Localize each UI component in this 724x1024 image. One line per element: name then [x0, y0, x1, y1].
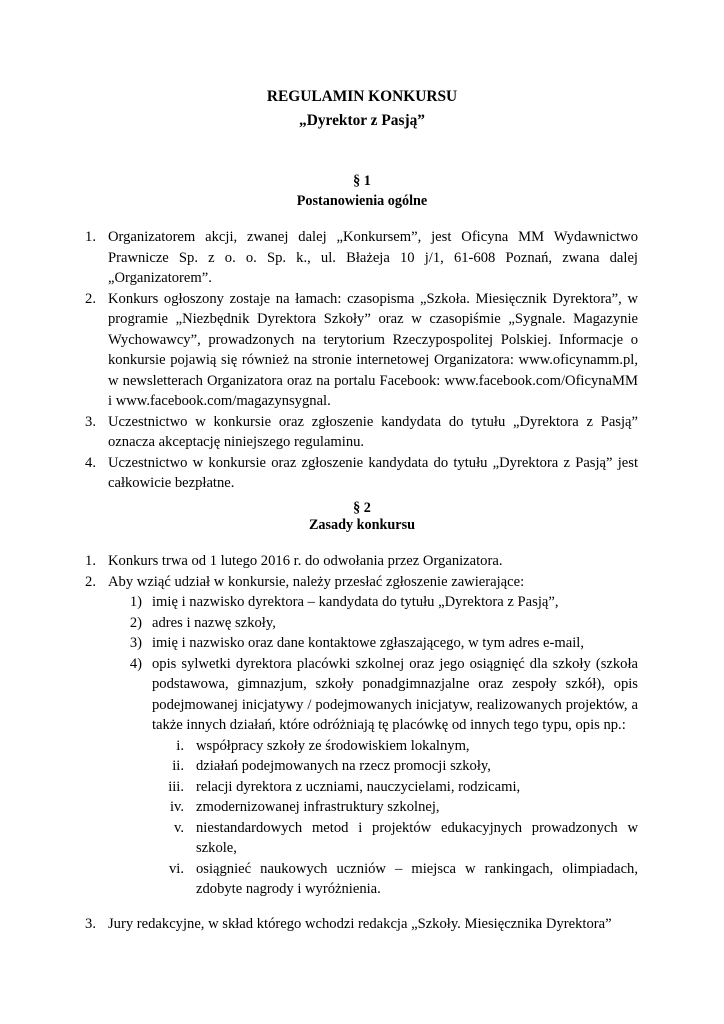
- section1-item-1-number: 1.: [85, 229, 96, 245]
- section2-item-1-text: [108, 551, 638, 572]
- section1-item-3-line: oznacza akceptację niniejszego regulaminu.: [108, 434, 365, 450]
- section1-item-1-line: „Organizatorem”.: [108, 270, 212, 286]
- document-title: REGULAMIN KONKURSU: [266, 88, 458, 105]
- section1-heading: Postanowienia ogólne: [296, 193, 428, 209]
- section2-roman-6-line: zdobyte nagrody i wyróżnienia.: [196, 881, 381, 897]
- section2-roman-4-number: iv.: [169, 799, 184, 815]
- section1-item-4-line: Uczestnictwo w konkursie oraz zgłoszenie kandydata do tytułu „Dyrektora z Pasją” jest: [108, 454, 638, 471]
- section2-item-2-line: Aby wziąć udział w konkursie, należy przesłać zgłoszenie zawierające:: [108, 573, 525, 590]
- section2-roman-1-line: współpracy szkoły ze środowiskiem lokalnym,: [196, 737, 470, 754]
- section2-subitem-2-number: 2): [129, 614, 142, 631]
- section2-heading: Zasady konkursu: [308, 517, 416, 533]
- section2-item-1-number: 1.: [85, 553, 96, 569]
- section2-item-3-line: Jury redakcyjne, w skład którego wchodzi redakcja „Szkoły. Miesięcznika Dyrektora”: [108, 915, 612, 932]
- section1-item-3-number: 3.: [85, 413, 96, 430]
- section2-roman-6-line: osiągnieć naukowych uczniów – miejsca w rankingach, olimpiadach,: [196, 860, 638, 877]
- section2-subitem-1-line: imię i nazwisko dyrektora – kandydata do tytułu „Dyrektora z Pasją”,: [152, 594, 559, 610]
- section2-roman-5-line: szkole,: [196, 840, 237, 856]
- section1-item-1-line: Prawnicze Sp. z o. o. Sp. k., ul. Błażeja 10 j/1, 61-608 Poznań, zwana dalej: [108, 249, 638, 266]
- section1-item-2-text: [108, 289, 638, 412]
- section1-item-2-line: konkursie pojawią się również na stronie internetowej Organizatora: www.oficynamm.pl,: [108, 352, 638, 368]
- section1-item-1-text: [108, 227, 638, 289]
- section2-roman-6-text: [196, 859, 638, 900]
- section2-roman-4-text: [196, 797, 638, 818]
- section1-item-3-text: [108, 412, 638, 453]
- section1-item-4-text: [108, 453, 638, 494]
- section2-subitem-4-line: podejmowanej inicjatywy / podejmowanych inicjatyw, realizowanych projektów, a: [152, 696, 638, 713]
- section2-item-3-number: 3.: [85, 915, 96, 932]
- section1-item-2-line: w newsletterach Organizatora oraz na portalu Facebook: www.facebook.com/OficynaMM: [108, 372, 638, 389]
- section2-item-3-text: [108, 914, 638, 935]
- section2-item-2-number: 2.: [85, 573, 96, 590]
- section1-item-2-line: Wychowawcy”, prowadzonych na terytorium Rzeczypospolitej Polskiej. Informacje o: [108, 331, 638, 348]
- section1-item-3-line: Uczestnictwo w konkursie oraz zgłoszenie kandydata do tytułu „Dyrektora z Pasją”: [108, 413, 638, 430]
- section2-roman-3-line: relacji dyrektora z uczniami, nauczycielami, rodzicami,: [196, 778, 521, 795]
- section2-roman-1-text: [196, 736, 638, 757]
- section2-roman-5-line: niestandardowych metod i projektów edukacyjnych prowadzonych w: [196, 819, 638, 836]
- section2-roman-3-text: [196, 777, 638, 798]
- section2-subitem-2-line: adres i nazwę szkoły,: [152, 614, 276, 631]
- section2-subitem-1-text: [152, 592, 638, 613]
- section2-subitem-4-number: 4): [129, 655, 142, 672]
- section2-roman-2-line: działań podejmowanych na rzecz promocji szkoły,: [196, 758, 491, 774]
- section1-item-1-line: Organizatorem akcji, zwanej dalej „Konkursem”, jest Oficyna MM Wydawnictwo: [108, 229, 638, 245]
- document-subtitle: „Dyrektor z Pasją”: [299, 112, 425, 129]
- section1-item-4-number: 4.: [85, 454, 96, 471]
- section2-subitem-1-number: 1): [129, 594, 142, 610]
- section2-roman-2-text: [196, 756, 638, 777]
- section1-item-4-line: całkowicie bezpłatne.: [108, 475, 235, 491]
- section2-roman-1-number: i.: [176, 737, 184, 754]
- section2-item-1-line: Konkurs trwa od 1 lutego 2016 r. do odwołania przez Organizatora.: [108, 553, 503, 569]
- section2-roman-3-number: iii.: [168, 778, 184, 795]
- section1-item-2-number: 2.: [85, 290, 96, 307]
- section1-item-2-line: programie „Niezbędnik Dyrektora Szkoły” oraz w czasopiśmie „Sygnale. Magazynie: [108, 311, 638, 327]
- section1-item-2-line: i www.facebook.com/magazynsygnal.: [108, 393, 331, 409]
- section2-roman-5-number: v.: [174, 819, 184, 836]
- section2-roman-6-number: vi.: [169, 860, 184, 877]
- section2-subitem-3-number: 3): [129, 635, 142, 651]
- section2-roman-5-text: [196, 818, 638, 859]
- section2-subitem-4-line: podstawowa, gimnazjum, szkoły ponadgimnazjalne oraz zespoły szkół), opis: [152, 676, 638, 692]
- section2-subitem-4-line: opis sylwetki dyrektora placówki szkolnej oraz jego osiągnięć dla szkoły (szkoła: [152, 655, 638, 672]
- section2-subitem-3-line: imię i nazwisko oraz dane kontaktowe zgłaszającego, w tym adres e-mail,: [152, 635, 584, 651]
- section2-subitem-4-text: [152, 654, 638, 736]
- section2-subitem-2-text: [152, 613, 638, 634]
- section2-number: § 2: [353, 500, 371, 516]
- section2-roman-2-number: ii.: [172, 758, 184, 774]
- section2-roman-4-line: zmodernizowanej infrastruktury szkolnej,: [196, 799, 440, 815]
- section2-subitem-4-line: także innych działań, które odróżniają tę placówkę od innych tego typu, opis np.:: [152, 717, 626, 733]
- section2-subitem-3-text: [152, 633, 638, 654]
- section2-item-2-text: [108, 572, 638, 593]
- section1-item-2-line: Konkurs ogłoszony zostaje na łamach: czasopisma „Szkoła. Miesięcznik Dyrektora”, w: [108, 290, 638, 307]
- section1-number: § 1: [353, 173, 371, 189]
